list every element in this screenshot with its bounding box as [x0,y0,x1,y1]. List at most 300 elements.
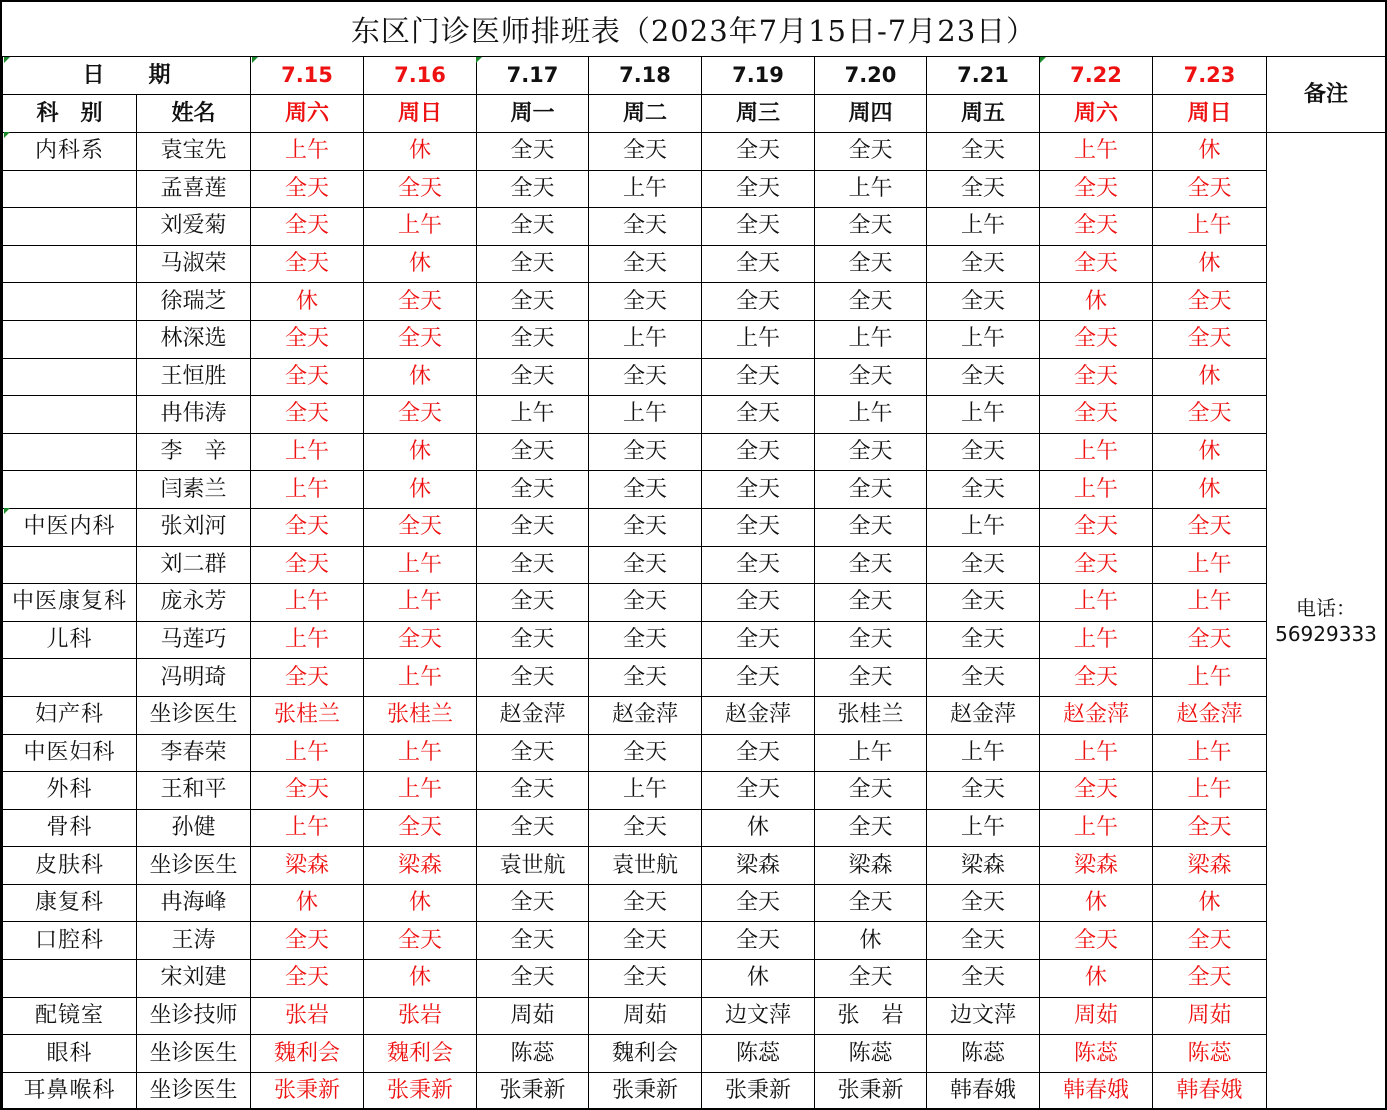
dept-cell: 内科系 [3,133,137,171]
shift-cell: 上午 [927,809,1040,847]
shift-cell: 全天 [927,584,1040,622]
table-row [3,320,1386,358]
shift-cell: 休 [702,809,815,847]
shift-cell: 张秉新 [364,1072,477,1110]
shift-cell: 全天 [702,546,815,584]
shift-cell: 上午 [251,433,364,471]
shift-cell: 休 [815,922,927,960]
shift-cell: 陈蕊 [477,1035,589,1073]
date-header-cell: 7.16 [364,57,477,95]
weekday-header-cell: 周三 [702,95,815,133]
shift-cell: 张桂兰 [815,696,927,734]
doctor-name-cell: 坐诊医生 [137,696,251,734]
doctor-name-cell: 孙健 [137,809,251,847]
table-row [3,847,1386,885]
shift-cell: 周茹 [589,997,702,1035]
shift-cell: 全天 [702,772,815,810]
table-row [3,1035,1386,1073]
shift-cell: 全天 [1153,283,1267,321]
shift-cell: 全天 [815,659,927,697]
shift-cell: 全天 [589,659,702,697]
shift-cell: 上午 [364,208,477,246]
dept-cell: 耳鼻喉科 [3,1072,137,1110]
shift-cell: 上午 [251,584,364,622]
shift-cell: 全天 [477,320,589,358]
shift-cell: 赵金萍 [477,696,589,734]
shift-cell: 袁世航 [589,847,702,885]
doctor-name-cell: 庞永芳 [137,584,251,622]
date-header-cell: 7.20 [815,57,927,95]
shift-cell: 全天 [477,659,589,697]
shift-cell: 休 [364,471,477,509]
remark-header: 备注 [1267,57,1386,133]
shift-cell: 休 [1040,283,1153,321]
shift-cell: 全天 [477,584,589,622]
shift-cell: 全天 [477,433,589,471]
shift-cell: 上午 [927,734,1040,772]
doctor-name-cell: 刘二群 [137,546,251,584]
doctor-name-cell: 刘爱菊 [137,208,251,246]
doctor-name-cell: 袁宝先 [137,133,251,171]
weekday-header-cell: 周六 [251,95,364,133]
date-header-cell: 7.18 [589,57,702,95]
weekday-header-cell: 周二 [589,95,702,133]
table-row [3,734,1386,772]
table-row [3,208,1386,246]
shift-cell: 全天 [477,283,589,321]
table-row [3,584,1386,622]
table-row [3,508,1386,546]
table-row [3,809,1386,847]
shift-cell: 休 [364,358,477,396]
shift-cell: 全天 [589,546,702,584]
shift-cell: 上午 [364,734,477,772]
shift-cell: 全天 [815,358,927,396]
shift-cell: 全天 [702,734,815,772]
shift-cell: 全天 [1040,320,1153,358]
shift-cell: 全天 [589,358,702,396]
dept-cell: 口腔科 [3,922,137,960]
shift-cell: 全天 [589,471,702,509]
weekday-header-cell: 周四 [815,95,927,133]
shift-cell: 全天 [251,922,364,960]
shift-cell: 全天 [477,546,589,584]
shift-cell: 上午 [1040,621,1153,659]
shift-cell: 梁森 [815,847,927,885]
table-row [3,659,1386,697]
shift-cell: 全天 [364,621,477,659]
shift-cell: 全天 [477,621,589,659]
shift-cell: 上午 [927,320,1040,358]
doctor-name-cell: 李春荣 [137,734,251,772]
shift-cell: 上午 [927,208,1040,246]
dept-cell [3,396,137,434]
shift-cell: 全天 [589,734,702,772]
dept-header: 科 别 [3,95,137,133]
shift-cell: 上午 [1040,734,1153,772]
shift-cell: 全天 [702,133,815,171]
date-header-cell: 7.19 [702,57,815,95]
dept-cell: 眼科 [3,1035,137,1073]
dept-cell: 中医内科 [3,508,137,546]
shift-cell: 全天 [815,809,927,847]
shift-cell: 全天 [927,170,1040,208]
shift-cell: 全天 [815,133,927,171]
shift-cell: 全天 [477,133,589,171]
shift-cell: 张桂兰 [251,696,364,734]
shift-cell: 上午 [702,320,815,358]
shift-cell: 全天 [589,508,702,546]
shift-cell: 张秉新 [589,1072,702,1110]
shift-cell: 全天 [251,320,364,358]
shift-cell: 全天 [364,170,477,208]
shift-cell: 上午 [364,772,477,810]
shift-cell: 陈蕊 [1153,1035,1267,1073]
shift-cell: 梁森 [927,847,1040,885]
shift-cell: 全天 [589,433,702,471]
shift-cell: 韩春娥 [1153,1072,1267,1110]
doctor-name-cell: 王涛 [137,922,251,960]
shift-cell: 边文萍 [702,997,815,1035]
shift-cell: 上午 [815,734,927,772]
shift-cell: 全天 [927,358,1040,396]
shift-cell: 全天 [251,396,364,434]
dept-cell [3,471,137,509]
table-row [3,1072,1386,1110]
dept-cell: 皮肤科 [3,847,137,885]
shift-cell: 全天 [815,884,927,922]
shift-cell: 全天 [702,922,815,960]
shift-cell: 全天 [702,433,815,471]
shift-cell: 全天 [927,433,1040,471]
shift-cell: 上午 [927,396,1040,434]
shift-cell: 上午 [1040,584,1153,622]
shift-cell: 全天 [251,208,364,246]
dept-cell [3,433,137,471]
dept-cell: 中医康复科 [3,584,137,622]
shift-cell: 全天 [702,396,815,434]
doctor-name-cell: 马淑荣 [137,245,251,283]
shift-cell: 全天 [1040,772,1153,810]
shift-cell: 全天 [1040,922,1153,960]
shift-cell: 上午 [364,584,477,622]
shift-cell: 上午 [927,508,1040,546]
shift-cell: 全天 [251,508,364,546]
shift-cell: 全天 [927,546,1040,584]
shift-cell: 全天 [702,358,815,396]
table-row [3,170,1386,208]
doctor-name-cell: 坐诊医生 [137,847,251,885]
shift-cell: 全天 [477,170,589,208]
shift-cell: 全天 [477,960,589,998]
schedule-table [2,56,1386,1110]
weekday-header-cell: 周一 [477,95,589,133]
table-row [3,621,1386,659]
table-row [3,997,1386,1035]
shift-cell: 全天 [1153,922,1267,960]
shift-cell: 全天 [815,433,927,471]
shift-cell: 全天 [477,508,589,546]
dept-cell: 中医妇科 [3,734,137,772]
shift-cell: 全天 [477,471,589,509]
cell-marker-icon [1040,57,1046,63]
shift-cell: 全天 [1153,960,1267,998]
shift-cell: 全天 [702,884,815,922]
shift-cell: 张岩 [251,997,364,1035]
dept-cell: 康复科 [3,884,137,922]
table-row [3,772,1386,810]
shift-cell: 全天 [815,508,927,546]
shift-cell: 休 [1040,884,1153,922]
shift-cell: 全天 [477,358,589,396]
shift-cell: 休 [364,133,477,171]
shift-cell: 全天 [477,884,589,922]
shift-cell: 全天 [1040,546,1153,584]
shift-cell: 全天 [702,471,815,509]
shift-cell: 全天 [927,283,1040,321]
shift-cell: 全天 [251,546,364,584]
shift-cell: 全天 [815,245,927,283]
shift-cell: 全天 [1040,358,1153,396]
shift-cell: 全天 [702,245,815,283]
shift-cell: 张秉新 [477,1072,589,1110]
doctor-name-cell: 坐诊医生 [137,1072,251,1110]
shift-cell: 全天 [1153,320,1267,358]
shift-cell: 梁森 [251,847,364,885]
dept-cell: 妇产科 [3,696,137,734]
shift-cell: 全天 [364,508,477,546]
dept-cell [3,283,137,321]
shift-cell: 上午 [589,396,702,434]
shift-cell: 上午 [589,170,702,208]
shift-cell: 全天 [251,245,364,283]
shift-cell: 梁森 [1153,847,1267,885]
cell-marker-icon [4,57,10,63]
dept-cell [3,546,137,584]
shift-cell: 上午 [815,396,927,434]
shift-cell: 全天 [477,245,589,283]
doctor-name-cell: 冉海峰 [137,884,251,922]
cell-marker-icon [4,132,10,138]
shift-cell: 张秉新 [251,1072,364,1110]
shift-cell: 全天 [702,659,815,697]
shift-cell: 上午 [1040,433,1153,471]
shift-cell: 张秉新 [702,1072,815,1110]
shift-cell: 全天 [927,659,1040,697]
shift-cell: 张桂兰 [364,696,477,734]
table-row [3,922,1386,960]
shift-cell: 全天 [589,809,702,847]
shift-cell: 魏利会 [251,1035,364,1073]
shift-cell: 韩春娥 [1040,1072,1153,1110]
shift-cell: 全天 [589,621,702,659]
shift-cell: 休 [364,884,477,922]
shift-cell: 全天 [477,772,589,810]
doctor-name-cell: 闫素兰 [137,471,251,509]
shift-cell: 上午 [364,546,477,584]
shift-cell: 全天 [702,170,815,208]
shift-cell: 上午 [1040,809,1153,847]
doctor-name-cell: 王恒胜 [137,358,251,396]
doctor-name-cell: 孟喜莲 [137,170,251,208]
dept-cell [3,208,137,246]
shift-cell: 休 [364,433,477,471]
cell-marker-icon [476,57,482,63]
shift-cell: 韩春娥 [927,1072,1040,1110]
shift-cell: 梁森 [364,847,477,885]
shift-cell: 上午 [1153,734,1267,772]
shift-cell: 张岩 [364,997,477,1035]
shift-cell: 全天 [364,396,477,434]
table-row [3,546,1386,584]
shift-cell: 魏利会 [589,1035,702,1073]
shift-cell: 全天 [927,245,1040,283]
shift-cell: 全天 [1040,659,1153,697]
shift-cell: 全天 [1040,508,1153,546]
table-row [3,696,1386,734]
shift-cell: 全天 [364,283,477,321]
table-row [3,960,1386,998]
shift-cell: 休 [1153,884,1267,922]
shift-cell: 全天 [1153,809,1267,847]
shift-cell: 全天 [1040,170,1153,208]
dept-cell: 儿科 [3,621,137,659]
shift-cell: 陈蕊 [1040,1035,1153,1073]
shift-cell: 全天 [815,283,927,321]
shift-cell: 全天 [815,584,927,622]
shift-cell: 上午 [815,170,927,208]
cell-marker-icon [4,508,10,514]
doctor-name-cell: 李 辛 [137,433,251,471]
doctor-name-cell: 坐诊医生 [137,1035,251,1073]
shift-cell: 上午 [251,809,364,847]
shift-cell: 全天 [815,208,927,246]
shift-cell: 全天 [702,621,815,659]
shift-cell: 全天 [477,809,589,847]
dept-cell [3,358,137,396]
doctor-name-cell: 冉伟涛 [137,396,251,434]
shift-cell: 休 [364,245,477,283]
shift-cell: 魏利会 [364,1035,477,1073]
shift-cell: 全天 [251,772,364,810]
shift-cell: 全天 [364,922,477,960]
date-header-cell: 7.21 [927,57,1040,95]
weekday-header-cell: 周五 [927,95,1040,133]
shift-cell: 全天 [251,960,364,998]
shift-cell: 全天 [927,922,1040,960]
shift-cell: 全天 [477,734,589,772]
cell-marker-icon [252,57,258,63]
shift-cell: 全天 [702,584,815,622]
shift-cell: 全天 [589,133,702,171]
shift-cell: 袁世航 [477,847,589,885]
shift-cell: 全天 [477,922,589,960]
doctor-name-cell: 徐瑞芝 [137,283,251,321]
shift-cell: 全天 [927,884,1040,922]
shift-cell: 休 [1153,471,1267,509]
shift-cell: 周茹 [477,997,589,1035]
shift-cell: 周茹 [1040,997,1153,1035]
shift-cell: 全天 [251,358,364,396]
weekday-header-cell: 周六 [1040,95,1153,133]
shift-cell: 陈蕊 [702,1035,815,1073]
shift-cell: 全天 [1153,396,1267,434]
shift-cell: 上午 [251,133,364,171]
table-row [3,396,1386,434]
shift-cell: 赵金萍 [1153,696,1267,734]
shift-cell: 全天 [927,960,1040,998]
doctor-name-cell: 马莲巧 [137,621,251,659]
shift-cell: 休 [1153,358,1267,396]
shift-cell: 全天 [702,208,815,246]
shift-cell: 全天 [251,170,364,208]
dept-cell [3,960,137,998]
weekday-header-cell: 周日 [364,95,477,133]
shift-cell: 上午 [1040,471,1153,509]
shift-cell: 全天 [927,772,1040,810]
shift-cell: 休 [1153,433,1267,471]
doctor-name-cell: 张刘河 [137,508,251,546]
table-row [3,133,1386,171]
shift-cell: 陈蕊 [927,1035,1040,1073]
shift-cell: 赵金萍 [927,696,1040,734]
shift-cell: 全天 [589,208,702,246]
dept-cell: 骨科 [3,809,137,847]
shift-cell: 陈蕊 [815,1035,927,1073]
shift-cell: 上午 [251,621,364,659]
shift-cell: 上午 [251,471,364,509]
shift-cell: 上午 [251,734,364,772]
shift-cell: 全天 [1153,621,1267,659]
shift-cell: 全天 [251,659,364,697]
doctor-name-cell: 坐诊技师 [137,997,251,1035]
table-row [3,358,1386,396]
date-header: 日 期 [3,57,251,95]
shift-cell: 休 [1040,960,1153,998]
shift-cell: 休 [702,960,815,998]
shift-cell: 全天 [1040,245,1153,283]
table-row [3,471,1386,509]
table-row [3,884,1386,922]
shift-cell: 张 岩 [815,997,927,1035]
shift-cell: 休 [1153,245,1267,283]
shift-cell: 全天 [589,283,702,321]
shift-cell: 全天 [589,584,702,622]
doctor-name-cell: 王和平 [137,772,251,810]
table-row [3,283,1386,321]
shift-cell: 上午 [589,320,702,358]
date-header-cell: 7.22 [1040,57,1153,95]
shift-cell: 赵金萍 [1040,696,1153,734]
shift-cell: 全天 [815,772,927,810]
shift-cell: 休 [364,960,477,998]
dept-cell [3,659,137,697]
weekday-header-cell: 周日 [1153,95,1267,133]
shift-cell: 全天 [364,809,477,847]
name-header: 姓名 [137,95,251,133]
shift-cell: 全天 [589,960,702,998]
shift-cell: 上午 [589,772,702,810]
dept-cell: 配镜室 [3,997,137,1035]
shift-cell: 张秉新 [815,1072,927,1110]
shift-cell: 休 [1153,133,1267,171]
shift-cell: 休 [251,283,364,321]
shift-cell: 全天 [1040,208,1153,246]
shift-cell: 上午 [1153,208,1267,246]
shift-cell: 上午 [1153,772,1267,810]
remark-cell [1267,133,1386,1110]
shift-cell: 全天 [1040,396,1153,434]
